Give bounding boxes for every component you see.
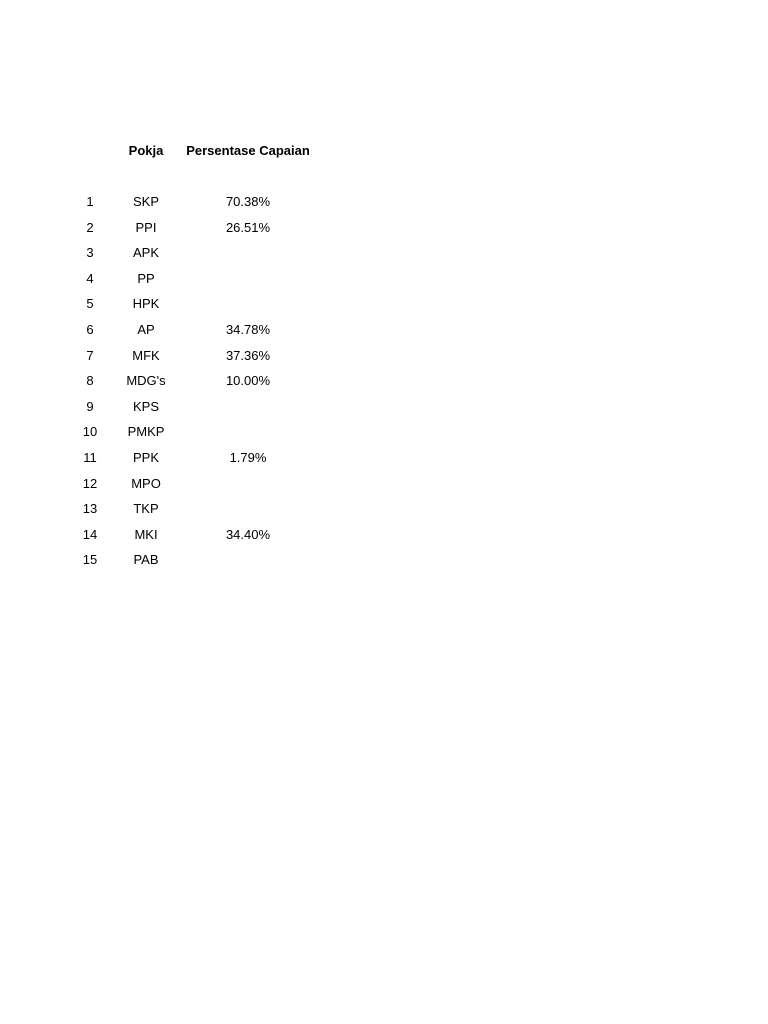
row-number: 2 (86, 219, 94, 235)
row-number: 8 (86, 373, 94, 389)
row-pokja: TKP (133, 501, 159, 517)
header-pokja: Pokja (128, 143, 164, 158)
row-pokja: PPI (135, 219, 157, 235)
row-number: 5 (86, 296, 94, 312)
row-pokja: KPS (132, 398, 159, 414)
row-percent: 34.78% (225, 321, 271, 337)
table-row (0, 372, 768, 398)
table-row (0, 244, 768, 270)
table-row (0, 551, 768, 577)
row-number: 6 (86, 321, 94, 337)
table-header (0, 142, 768, 160)
table-row (0, 398, 768, 424)
table-row (0, 295, 768, 321)
row-number: 4 (86, 270, 94, 286)
table-body (0, 193, 768, 577)
table-row (0, 193, 768, 219)
row-pokja: PAB (133, 552, 159, 568)
table-row (0, 500, 768, 526)
table-row (0, 270, 768, 296)
table-row (0, 423, 768, 449)
row-percent: 70.38% (225, 194, 271, 209)
row-percent: 26.51% (225, 219, 271, 235)
row-number: 13 (82, 501, 98, 517)
row-percent: 10.00% (225, 373, 271, 389)
row-number: 15 (82, 552, 98, 568)
row-pokja: MKI (134, 526, 158, 542)
row-pokja: HPK (132, 296, 160, 312)
row-pokja: AP (137, 321, 155, 337)
row-number: 12 (82, 475, 98, 491)
row-number: 7 (86, 347, 94, 363)
table-row (0, 526, 768, 552)
row-pokja: MPO (131, 475, 161, 491)
header-persentase-capaian: Persentase Capaian (186, 143, 310, 158)
row-number: 9 (86, 398, 94, 414)
row-pokja: MDG's (126, 373, 166, 389)
row-number: 14 (82, 526, 98, 542)
row-pokja: PMKP (127, 424, 165, 440)
table-row (0, 449, 768, 475)
table-row (0, 475, 768, 501)
row-number: 3 (86, 245, 94, 261)
row-percent: 34.40% (225, 526, 271, 542)
table-row (0, 219, 768, 245)
row-number: 10 (82, 424, 98, 440)
row-pokja: PP (137, 270, 155, 286)
row-percent: 1.79% (229, 449, 267, 465)
row-pokja: APK (132, 245, 159, 261)
row-pokja: PPK (132, 449, 159, 465)
row-number: 11 (83, 449, 97, 465)
row-percent: 37.36% (225, 347, 271, 363)
row-pokja: SKP (132, 194, 159, 209)
row-number: 1 (86, 194, 94, 209)
table-row (0, 347, 768, 373)
row-pokja: MFK (132, 347, 160, 363)
table-row (0, 321, 768, 347)
